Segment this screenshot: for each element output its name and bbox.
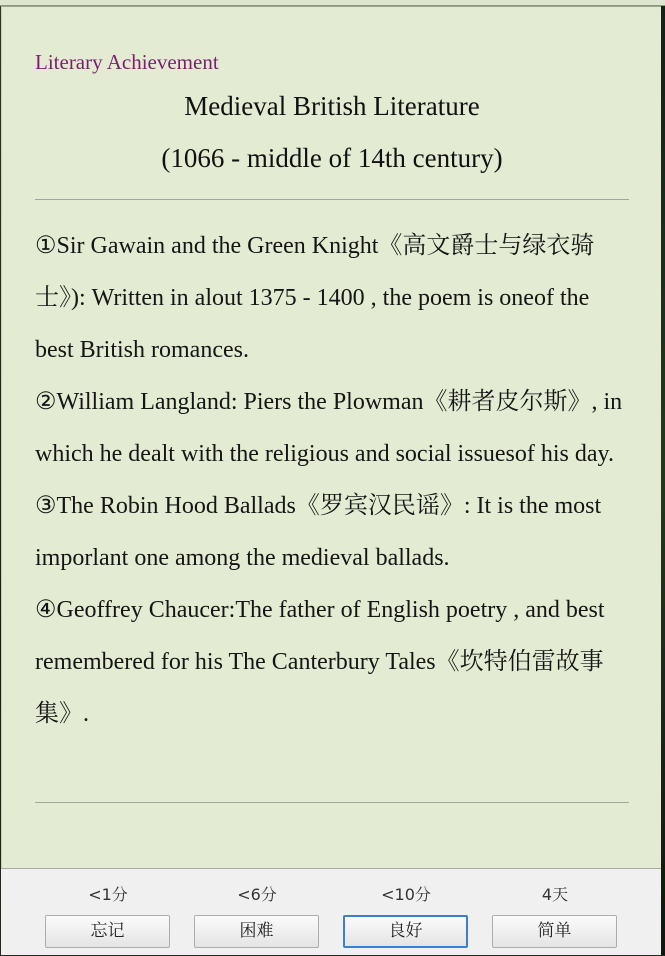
interval-label: 4天: [541, 885, 569, 904]
answer-option-again: [45, 869, 171, 956]
divider-top: [35, 199, 629, 200]
interval-label: <10分: [381, 885, 431, 904]
answer-item: ③The Robin Hood Ballads《罗宾汉民谣》: It is the most imporlant one among the medieval ballads.: [35, 493, 602, 571]
easy-button[interactable]: 简单: [492, 915, 617, 948]
divider-bottom: [35, 802, 629, 803]
card-answer-body: [35, 220, 631, 740]
answer-item: ④Geoffrey Chaucer:The father of English poetry , and best remembered for his The Canterbury Tales《坎特伯雷故事集》.: [35, 597, 605, 727]
interval-label: <1分: [88, 885, 128, 904]
answer-option-hard: [194, 869, 320, 956]
hard-button[interactable]: 困难: [194, 915, 319, 948]
again-button[interactable]: 忘记: [45, 915, 170, 948]
answer-item: ①Sir Gawain and the Green Knight《高文爵士与绿衣骑士》): Written in alout 1375 - 1400 , the poem is oneof the best British romances.: [35, 233, 595, 363]
card-title: Medieval British Literature: [184, 91, 480, 121]
flashcard: [1, 6, 661, 868]
answer-option-good: [343, 869, 469, 956]
card-subtitle: (1066 - middle of 14th century): [161, 143, 503, 173]
answer-item: ②William Langland: Piers the Plowman《耕者皮尔斯》, in which he dealt with the religious and social issuesof his day.: [35, 389, 623, 467]
interval-label: <6分: [237, 885, 277, 904]
good-button[interactable]: 良好: [343, 915, 468, 948]
answer-option-easy: [492, 869, 618, 956]
deck-label: Literary Achievement: [35, 50, 219, 74]
answer-bar: [1, 868, 661, 955]
